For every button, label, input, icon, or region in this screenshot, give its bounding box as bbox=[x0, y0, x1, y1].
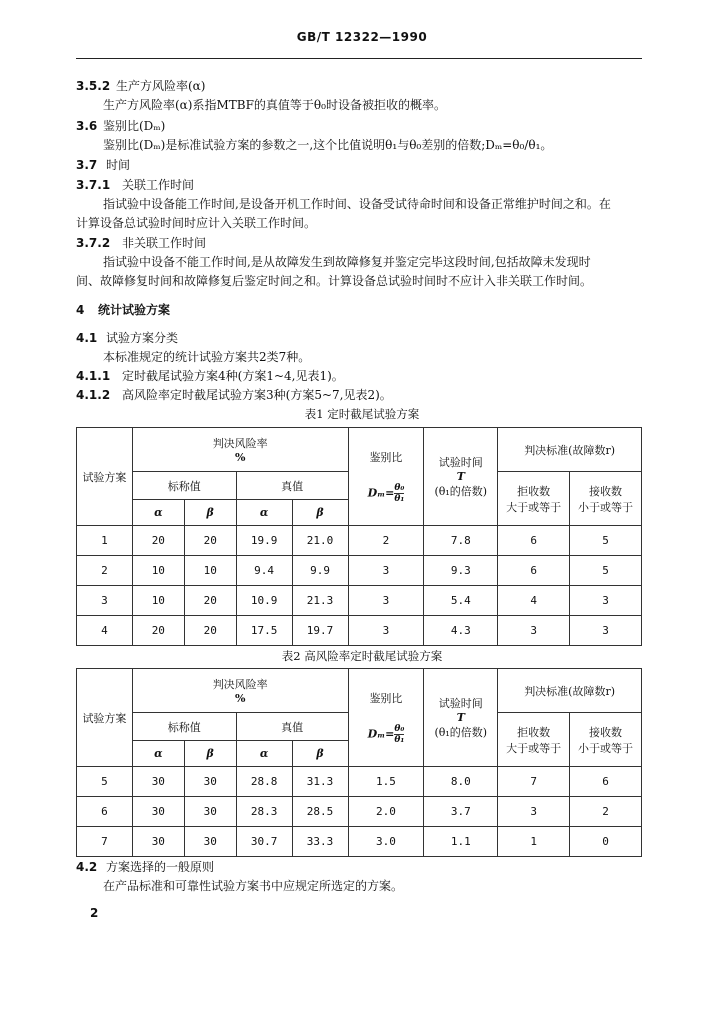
header-beta: β bbox=[292, 741, 348, 767]
cell: 6 bbox=[498, 526, 570, 556]
cell: 3 bbox=[498, 616, 570, 646]
theta1-symbol: θ₁ bbox=[394, 735, 405, 745]
cell: 7 bbox=[498, 767, 570, 797]
risk-unit: % bbox=[234, 692, 246, 705]
cell: 2 bbox=[570, 797, 642, 827]
cell: 6 bbox=[498, 556, 570, 586]
cell: 31.3 bbox=[292, 767, 348, 797]
paragraph-4-1: 本标准规定的统计试验方案共2类7种。 bbox=[103, 350, 311, 364]
cell: 28.5 bbox=[292, 797, 348, 827]
heading-3-7-1 bbox=[76, 176, 194, 194]
section-number: 4 bbox=[76, 303, 85, 317]
header-discrimination bbox=[348, 669, 424, 767]
cell: 20 bbox=[132, 616, 184, 646]
accept-label: 接收数 bbox=[589, 725, 623, 739]
reject-sub: 大于或等于 bbox=[506, 741, 562, 755]
risk-label: 判决风险率 bbox=[212, 437, 268, 450]
time-unit: (θ₁的倍数) bbox=[434, 485, 488, 498]
table-row bbox=[77, 616, 642, 646]
cell: 1 bbox=[77, 526, 133, 556]
risk-unit: % bbox=[234, 451, 246, 464]
cell: 3 bbox=[570, 616, 642, 646]
header-beta: β bbox=[292, 500, 348, 526]
theta0-symbol: θ₀ bbox=[394, 483, 405, 493]
cell: 3 bbox=[498, 797, 570, 827]
cell: 10 bbox=[184, 556, 236, 586]
cell: 2 bbox=[348, 526, 424, 556]
header-reject bbox=[498, 713, 570, 767]
header-nominal: 标称值 bbox=[132, 472, 236, 500]
heading-4-1 bbox=[76, 329, 178, 347]
disc-formula bbox=[349, 483, 424, 504]
document-header: GB/T 12322—1990 bbox=[296, 30, 428, 44]
theta0-symbol: θ₀ bbox=[394, 724, 405, 734]
heading-3-7-2 bbox=[76, 234, 206, 252]
section-title: 统计试验方案 bbox=[98, 303, 171, 317]
table-row bbox=[77, 827, 642, 857]
item-4-1-2 bbox=[76, 386, 392, 404]
heading-3-7 bbox=[76, 156, 130, 174]
cell: 30.7 bbox=[236, 827, 292, 857]
cell: 28.3 bbox=[236, 797, 292, 827]
cell: 21.3 bbox=[292, 586, 348, 616]
cell: 9.4 bbox=[236, 556, 292, 586]
table-row bbox=[77, 586, 642, 616]
header-reject bbox=[498, 472, 570, 526]
theta1-symbol: θ₁ bbox=[394, 494, 405, 504]
section-number: 3.6 bbox=[76, 119, 98, 133]
reject-label: 拒收数 bbox=[517, 725, 551, 739]
paragraph-3-7-1-line1: 指试验中设备能工作时间,是设备开机工作时间、设备受试待命时间和设备正常维护时间之和。在 bbox=[103, 197, 611, 211]
section-title: 鉴别比(Dₘ) bbox=[103, 119, 166, 133]
cell: 3 bbox=[570, 586, 642, 616]
cell: 3 bbox=[77, 586, 133, 616]
heading-4 bbox=[76, 301, 170, 319]
paragraph-3-7-2-line1: 指试验中设备不能工作时间,是从故障发生到故障修复并鉴定完毕这段时间,包括故障未发现时 bbox=[103, 255, 591, 269]
header-accept bbox=[570, 472, 642, 526]
heading-4-2 bbox=[76, 858, 214, 876]
cell: 33.3 bbox=[292, 827, 348, 857]
cell: 2 bbox=[77, 556, 133, 586]
section-title: 方案选择的一般原则 bbox=[106, 860, 215, 874]
cell: 0 bbox=[570, 827, 642, 857]
cell: 20 bbox=[184, 526, 236, 556]
accept-sub: 小于或等于 bbox=[578, 741, 634, 755]
cell: 30 bbox=[184, 827, 236, 857]
header-accept bbox=[570, 713, 642, 767]
section-number: 4.2 bbox=[76, 860, 98, 874]
cell: 10 bbox=[132, 556, 184, 586]
time-unit: (θ₁的倍数) bbox=[434, 726, 488, 739]
header-alpha: α bbox=[132, 500, 184, 526]
cell: 30 bbox=[132, 767, 184, 797]
cell: 3.7 bbox=[424, 797, 498, 827]
header-discrimination bbox=[348, 428, 424, 526]
cell: 9.3 bbox=[424, 556, 498, 586]
section-title: 非关联工作时间 bbox=[122, 236, 207, 250]
section-title: 时间 bbox=[106, 158, 131, 172]
cell: 5 bbox=[570, 556, 642, 586]
cell: 20 bbox=[184, 616, 236, 646]
cell: 4 bbox=[498, 586, 570, 616]
cell: 4 bbox=[77, 616, 133, 646]
disc-formula bbox=[349, 724, 424, 745]
cell: 28.8 bbox=[236, 767, 292, 797]
cell: 19.9 bbox=[236, 526, 292, 556]
cell: 30 bbox=[132, 827, 184, 857]
section-title: 试验方案分类 bbox=[106, 331, 179, 345]
cell: 3 bbox=[348, 586, 424, 616]
cell: 7.8 bbox=[424, 526, 498, 556]
section-number: 3.5.2 bbox=[76, 79, 111, 93]
header-risk bbox=[132, 428, 348, 472]
header-risk bbox=[132, 669, 348, 713]
cell: 20 bbox=[184, 586, 236, 616]
header-true: 真值 bbox=[236, 472, 348, 500]
cell: 6 bbox=[570, 767, 642, 797]
heading-3-6 bbox=[76, 117, 165, 135]
section-number: 4.1 bbox=[76, 331, 98, 345]
cell: 2.0 bbox=[348, 797, 424, 827]
heading-3-5-2 bbox=[76, 77, 205, 95]
paragraph-4-2: 在产品标准和可靠性试验方案书中应规定所选定的方案。 bbox=[103, 879, 404, 893]
header-time bbox=[424, 428, 498, 526]
cell: 9.9 bbox=[292, 556, 348, 586]
cell: 5.4 bbox=[424, 586, 498, 616]
time-label: 试验时间 bbox=[438, 456, 483, 469]
cell: 3 bbox=[348, 616, 424, 646]
disc-label: 鉴别比 bbox=[369, 692, 403, 705]
cell: 30 bbox=[132, 797, 184, 827]
header-rule bbox=[76, 58, 642, 59]
cell: 10.9 bbox=[236, 586, 292, 616]
header-decision: 判决标准(故障数r) bbox=[498, 669, 642, 713]
paragraph-3-5-2: 生产方风险率(α)系指MTBF的真值等于θ₀时设备被拒收的概率。 bbox=[103, 98, 446, 112]
section-number: 3.7.2 bbox=[76, 236, 111, 250]
table-row bbox=[77, 556, 642, 586]
table1 bbox=[76, 427, 642, 646]
header-alpha: α bbox=[132, 741, 184, 767]
header-time bbox=[424, 669, 498, 767]
time-symbol: T bbox=[456, 711, 465, 724]
cell: 1.5 bbox=[348, 767, 424, 797]
paragraph-3-7-2-line2: 间、故障修复时间和故障修复后鉴定时间之和。计算设备总试验时间时不应计入非关联工作时间。 bbox=[76, 274, 593, 288]
cell: 3.0 bbox=[348, 827, 424, 857]
cell: 5 bbox=[570, 526, 642, 556]
section-title: 关联工作时间 bbox=[122, 178, 195, 192]
dm-symbol: Dₘ= bbox=[367, 727, 395, 741]
table2 bbox=[76, 668, 642, 857]
cell: 8.0 bbox=[424, 767, 498, 797]
header-alpha: α bbox=[236, 500, 292, 526]
header-plan: 试验方案 bbox=[77, 669, 133, 767]
paragraph-3-6: 鉴别比(Dₘ)是标准试验方案的参数之一,这个比值说明θ₁与θ₀差别的倍数;Dₘ=θ₀/θ₁。 bbox=[103, 138, 553, 152]
section-number: 4.1.1 bbox=[76, 369, 111, 383]
cell: 1.1 bbox=[424, 827, 498, 857]
reject-label: 拒收数 bbox=[517, 484, 551, 498]
header-plan: 试验方案 bbox=[77, 428, 133, 526]
header-true: 真值 bbox=[236, 713, 348, 741]
table-row bbox=[77, 797, 642, 827]
table2-caption: 表2 高风险率定时截尾试验方案 bbox=[281, 649, 443, 663]
item-text: 定时截尾试验方案4种(方案1~4,见表1)。 bbox=[122, 369, 344, 383]
dm-symbol: Dₘ= bbox=[367, 486, 395, 500]
cell: 30 bbox=[184, 797, 236, 827]
table-row bbox=[77, 767, 642, 797]
page-number: 2 bbox=[90, 906, 99, 920]
cell: 20 bbox=[132, 526, 184, 556]
accept-label: 接收数 bbox=[589, 484, 623, 498]
section-number: 4.1.2 bbox=[76, 388, 111, 402]
cell: 17.5 bbox=[236, 616, 292, 646]
cell: 1 bbox=[498, 827, 570, 857]
item-text: 高风险率定时截尾试验方案3种(方案5~7,见表2)。 bbox=[122, 388, 392, 402]
risk-label: 判决风险率 bbox=[212, 678, 268, 691]
cell: 7 bbox=[77, 827, 133, 857]
time-symbol: T bbox=[456, 470, 465, 483]
time-label: 试验时间 bbox=[438, 697, 483, 710]
header-alpha: α bbox=[236, 741, 292, 767]
header-beta: β bbox=[184, 741, 236, 767]
cell: 30 bbox=[184, 767, 236, 797]
table-row bbox=[77, 526, 642, 556]
cell: 5 bbox=[77, 767, 133, 797]
section-number: 3.7 bbox=[76, 158, 98, 172]
table1-caption: 表1 定时截尾试验方案 bbox=[304, 407, 420, 421]
section-title: 生产方风险率(α) bbox=[116, 79, 206, 93]
cell: 21.0 bbox=[292, 526, 348, 556]
cell: 6 bbox=[77, 797, 133, 827]
cell: 3 bbox=[348, 556, 424, 586]
paragraph-3-7-1-line2: 计算设备总试验时间时应计入关联工作时间。 bbox=[76, 216, 317, 230]
item-4-1-1 bbox=[76, 367, 344, 385]
header-decision: 判决标准(故障数r) bbox=[498, 428, 642, 472]
cell: 10 bbox=[132, 586, 184, 616]
accept-sub: 小于或等于 bbox=[578, 500, 634, 514]
header-nominal: 标称值 bbox=[132, 713, 236, 741]
reject-sub: 大于或等于 bbox=[506, 500, 562, 514]
disc-label: 鉴别比 bbox=[369, 451, 403, 464]
cell: 4.3 bbox=[424, 616, 498, 646]
header-beta: β bbox=[184, 500, 236, 526]
cell: 19.7 bbox=[292, 616, 348, 646]
section-number: 3.7.1 bbox=[76, 178, 111, 192]
